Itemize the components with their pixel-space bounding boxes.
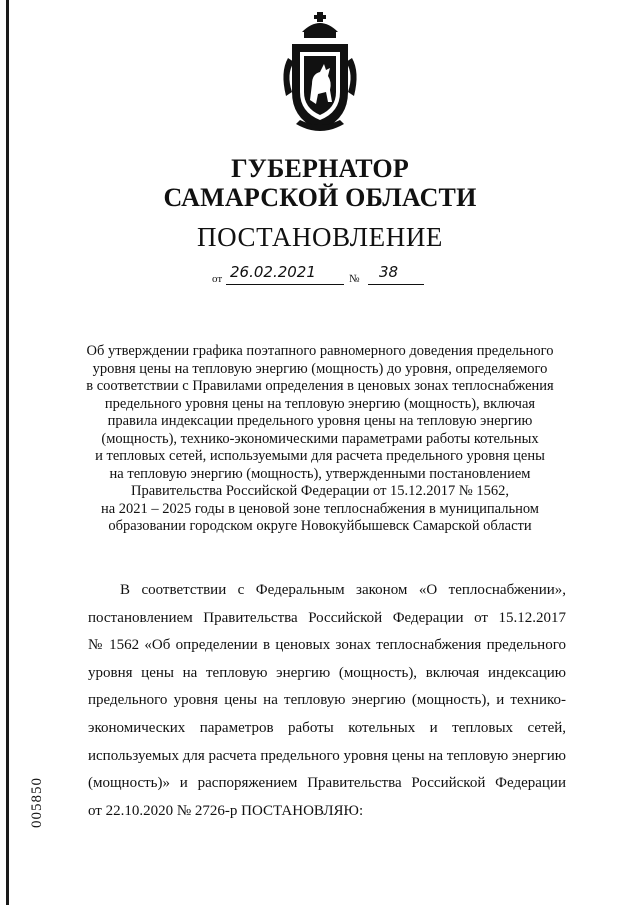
date-label: от (212, 273, 223, 285)
title-line: предельного уровня цены на тепловую энергию (мощность), включая (104, 395, 536, 412)
title-line: уровня цены на тепловую энергию (мощность) до уровня, определяемого (92, 360, 548, 377)
date-underline (226, 284, 344, 285)
title-line: и тепловых сетей, используемыми для расчета предельного уровня цены (95, 448, 545, 464)
document-body-paragraph (88, 577, 566, 825)
issuer-title-line2: САМАРСКОЙ ОБЛАСТИ (163, 183, 477, 212)
document-date: 26.02.2021 (230, 263, 316, 281)
body-line: экономических параметров работы котельных и тепловых сетей, (88, 719, 566, 736)
samara-region-coat-of-arms-icon (278, 12, 362, 140)
title-line: на 2021 – 2025 годы в ценовой зоне теплоснабжения в муниципальном (100, 500, 539, 517)
number-underline (368, 284, 424, 285)
body-line: предельного уровня цены на тепловую энергию (мощность), и технико- (88, 692, 566, 709)
document-title (60, 343, 580, 536)
registration-side-number: 005850 (29, 777, 45, 828)
body-line: постановлением Правительства Российской Федерации от 15.12.2017 (88, 609, 566, 626)
title-line: (мощность), технико-экономическими параметрами работы котельных (101, 430, 539, 447)
title-line: образовании городском округе Новокуйбышевск Самарской области (108, 518, 532, 534)
scan-left-edge (6, 0, 9, 905)
body-line: В соответствии с Федеральным законом «О теплоснабжении», (120, 582, 566, 598)
document-type-heading: ПОСТАНОВЛЕНИЕ (196, 222, 444, 252)
document-number: 38 (379, 263, 399, 281)
number-label: № (349, 273, 360, 285)
body-line: № 1562 «Об определении в ценовых зонах теплоснабжения предельного (88, 637, 566, 654)
title-line: в соответствии с Правилами определения в ценовых зонах теплоснабжения (86, 378, 554, 394)
title-line: Об утверждении графика поэтапного равномерного доведения предельного (86, 343, 554, 359)
issuer-title-line1: ГУБЕРНАТОР (231, 154, 409, 183)
body-line: (мощность)» и распоряжением Правительства Российской Федерации (88, 775, 566, 792)
body-line: от 22.10.2020 № 2726-р ПОСТАНОВЛЯЮ: (88, 802, 364, 819)
title-line: на тепловую энергию (мощность), утвержденными постановлением (109, 465, 531, 482)
title-line: правила индексации предельного уровня цены на тепловую энергию (107, 413, 533, 429)
body-line: уровня цены на тепловую энергию (мощность), включая индексацию (88, 664, 566, 681)
title-line: Правительства Российской Федерации от 15.12.2017 № 1562, (130, 483, 510, 499)
body-line: используемых для расчета предельного уровня цены на тепловую энергию (88, 747, 567, 764)
